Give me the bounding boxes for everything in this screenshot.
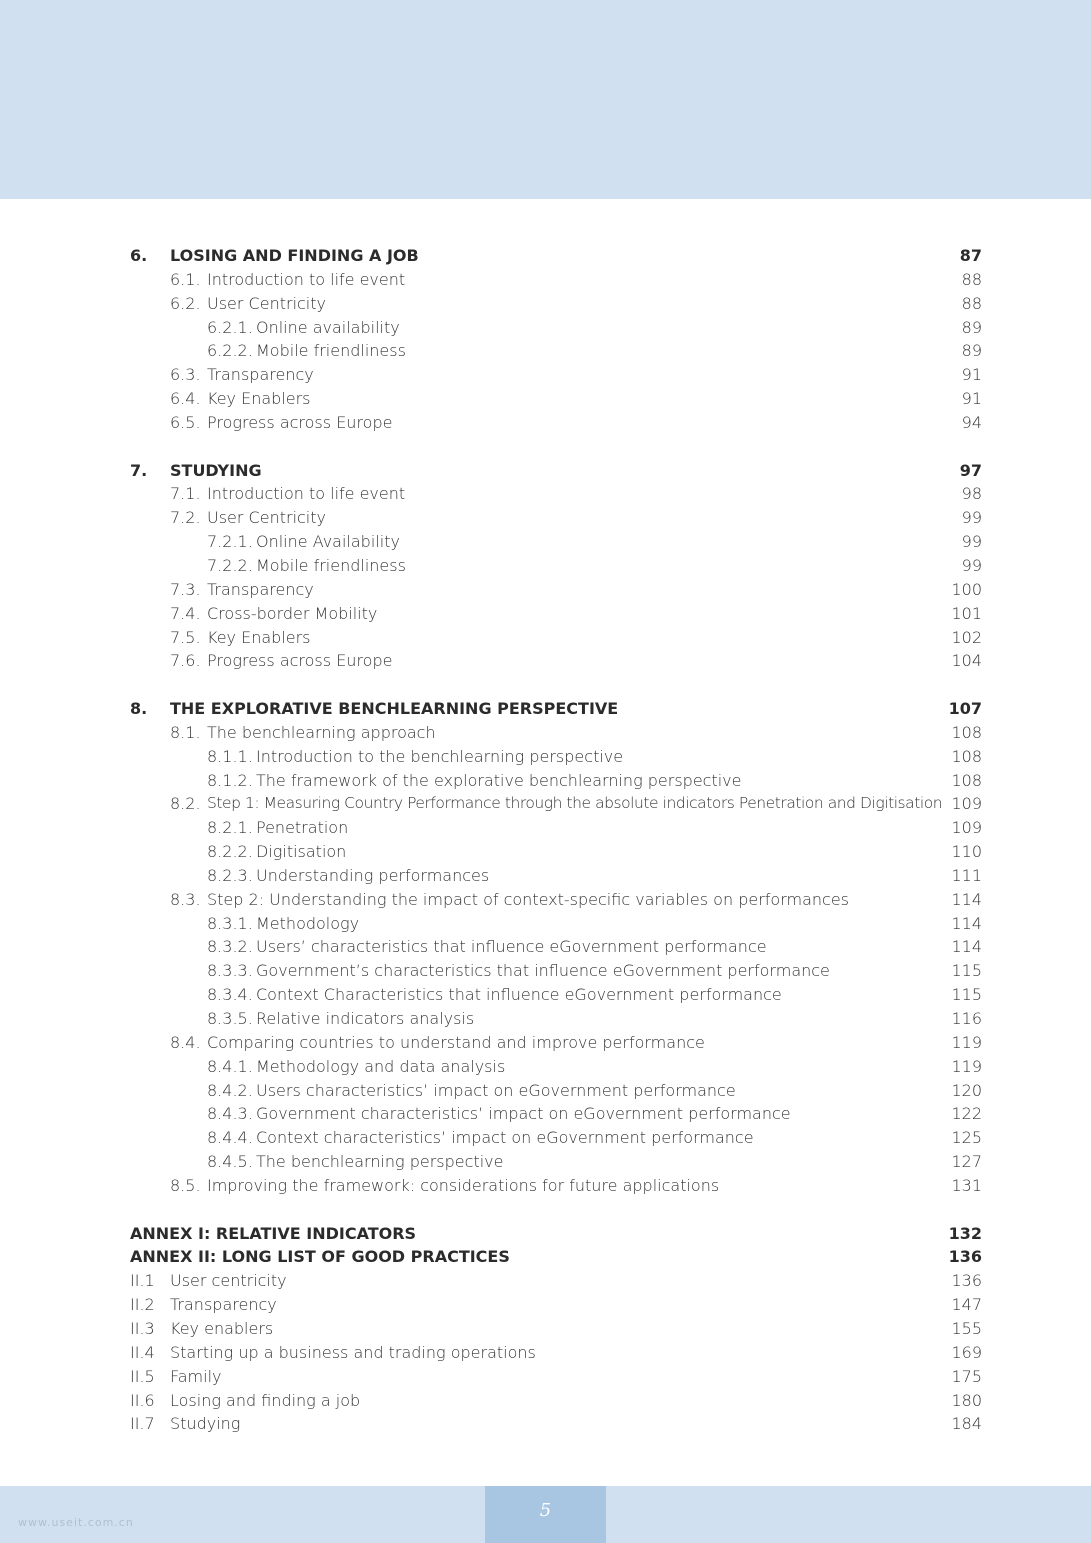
- watermark: www.useit.com.cn: [18, 1516, 134, 1529]
- toc-entry-title: User centricity: [170, 1271, 287, 1291]
- toc-entry-number: 7.: [130, 460, 148, 480]
- toc-entry-number: 8.3.1.: [207, 913, 253, 933]
- toc-chapter-entry[interactable]: [130, 1222, 982, 1246]
- toc-entry-title: Starting up a business and trading operations: [170, 1342, 536, 1362]
- toc-entry-number: 6.4.: [170, 389, 201, 409]
- toc-entry[interactable]: [130, 888, 982, 912]
- toc-entry-page: 108: [951, 746, 982, 766]
- toc-entry-title: Comparing countries to understand and improve performance: [207, 1032, 705, 1052]
- toc-entry[interactable]: [130, 387, 982, 411]
- toc-entry[interactable]: [130, 959, 982, 983]
- toc-entry-number: 8.2.: [170, 794, 201, 814]
- section-gap: [130, 1198, 982, 1222]
- toc-entry-page: 89: [961, 341, 982, 361]
- toc-entry-title: ANNEX II: LONG LIST OF GOOD PRACTICES: [130, 1247, 510, 1267]
- toc-entry-page: 115: [951, 961, 982, 981]
- toc-entry-page: 110: [951, 842, 982, 862]
- toc-entry[interactable]: [130, 578, 982, 602]
- toc-entry-number: 6.3.: [170, 365, 201, 385]
- toc-entry-title: LOSING AND FINDING A JOB: [170, 246, 419, 265]
- toc-entry-title: Understanding performances: [256, 865, 490, 885]
- toc-entry[interactable]: [130, 411, 982, 435]
- toc-entry-number: 8.3.5.: [207, 1009, 253, 1028]
- toc-entry[interactable]: [130, 649, 982, 673]
- toc-entry-number: II.5: [130, 1366, 155, 1386]
- toc-entry-number: 8.2.2.: [207, 842, 253, 862]
- toc-entry-page: 99: [961, 508, 982, 528]
- toc-entry-number: 7.2.2.: [207, 555, 253, 575]
- toc-entry-page: 97: [959, 460, 982, 480]
- toc-entry-title: Improving the framework: considerations for future applications: [207, 1175, 720, 1195]
- toc-entry-page: 89: [961, 317, 982, 337]
- toc-entry[interactable]: [130, 339, 982, 363]
- toc-entry-number: 6.2.2.: [207, 341, 253, 361]
- toc-entry[interactable]: [130, 1174, 982, 1198]
- toc-entry-title: Step 2: Understanding the impact of context-specific variables on performances: [207, 889, 849, 909]
- toc-entry-title: Methodology: [256, 913, 360, 933]
- toc-entry-page: 109: [951, 794, 982, 814]
- toc-entry-page: 131: [951, 1175, 982, 1195]
- toc-entry-number: 7.1.: [170, 484, 201, 504]
- toc-entry-page: 155: [951, 1318, 982, 1338]
- toc-entry-title: Users characteristics’ impact on eGovernment performance: [256, 1080, 736, 1100]
- toc-entry-page: 114: [951, 913, 982, 933]
- table-of-contents: [130, 244, 982, 1436]
- toc-entry-number: 8.4.3.: [207, 1104, 253, 1124]
- section-gap: [130, 673, 982, 697]
- toc-entry-number: 8.4.: [170, 1032, 201, 1052]
- toc-entry-page: 180: [951, 1390, 982, 1410]
- toc-chapter-entry[interactable]: [130, 244, 982, 268]
- toc-entry-page: 119: [951, 1032, 982, 1052]
- toc-entry[interactable]: [130, 316, 982, 340]
- toc-entry-page: 87: [959, 246, 982, 265]
- toc-chapter-entry[interactable]: [130, 697, 982, 721]
- toc-entry-number: II.3: [130, 1318, 155, 1338]
- toc-entry-title: Introduction to life event: [207, 484, 406, 504]
- toc-entry-page: 108: [951, 722, 982, 742]
- toc-entry-number: II.4: [130, 1342, 155, 1362]
- toc-entry-title: Transparency: [207, 365, 314, 385]
- toc-entry-page: 98: [961, 484, 982, 504]
- toc-entry-number: 7.2.: [170, 508, 201, 528]
- toc-entry-number: 6.2.: [170, 293, 201, 313]
- toc-entry-page: 119: [951, 1056, 982, 1076]
- toc-entry-page: 104: [951, 651, 982, 671]
- toc-entry[interactable]: [130, 554, 982, 578]
- toc-entry[interactable]: [130, 1126, 982, 1150]
- toc-entry-page: 116: [951, 1009, 982, 1028]
- toc-entry-number: 6.: [130, 246, 148, 265]
- toc-entry[interactable]: [130, 983, 982, 1007]
- toc-entry-number: 6.5.: [170, 412, 201, 432]
- toc-entry[interactable]: [130, 840, 982, 864]
- toc-entry-number: 8.: [130, 699, 148, 719]
- toc-entry-title: The framework of the explorative benchlearning perspective: [256, 770, 742, 790]
- toc-entry-title: Transparency: [207, 579, 314, 599]
- toc-entry[interactable]: [130, 792, 982, 816]
- toc-entry-number: II.1: [130, 1271, 155, 1291]
- toc-entry-page: 114: [951, 889, 982, 909]
- toc-entry-page: 108: [951, 770, 982, 790]
- toc-entry[interactable]: [130, 1317, 982, 1341]
- toc-entry-number: 8.3.3.: [207, 961, 253, 981]
- toc-entry[interactable]: [130, 912, 982, 936]
- toc-entry[interactable]: [130, 506, 982, 530]
- toc-entry-number: 6.1.: [170, 269, 201, 289]
- toc-entry-number: 8.1.2.: [207, 770, 253, 790]
- toc-entry-title: The benchlearning approach: [207, 722, 436, 742]
- toc-entry-title: Users’ characteristics that influence eGovernment performance: [256, 937, 767, 957]
- toc-entry-page: 147: [951, 1295, 982, 1315]
- toc-entry[interactable]: [130, 268, 982, 292]
- header-band: [0, 0, 1091, 199]
- toc-entry-page: 99: [961, 555, 982, 575]
- toc-entry-title: Online availability: [256, 317, 400, 337]
- toc-entry[interactable]: [130, 721, 982, 745]
- toc-entry-number: 8.4.2.: [207, 1080, 253, 1100]
- toc-entry[interactable]: [130, 1055, 982, 1079]
- page-number: 5: [485, 1486, 606, 1543]
- toc-entry-page: 169: [951, 1342, 982, 1362]
- toc-entry-number: 8.1.1.: [207, 746, 253, 766]
- toc-entry-number: 8.1.: [170, 722, 201, 742]
- toc-entry[interactable]: [130, 864, 982, 888]
- toc-entry-page: 127: [951, 1152, 982, 1172]
- toc-entry[interactable]: [130, 1150, 982, 1174]
- toc-entry-number: 6.2.1.: [207, 317, 253, 337]
- toc-entry-number: 8.2.3.: [207, 865, 253, 885]
- toc-entry[interactable]: [130, 602, 982, 626]
- toc-entry-page: 101: [951, 603, 982, 623]
- toc-chapter-entry[interactable]: [130, 1245, 982, 1269]
- toc-entry[interactable]: [130, 1102, 982, 1126]
- toc-entry-title: Progress across Europe: [207, 412, 393, 432]
- toc-entry-title: Introduction to life event: [207, 269, 406, 289]
- toc-entry-number: II.2: [130, 1295, 155, 1315]
- toc-entry-number: 8.4.5.: [207, 1152, 253, 1172]
- section-gap: [130, 435, 982, 459]
- toc-entry-page: 136: [951, 1271, 982, 1291]
- toc-entry-page: 88: [961, 269, 982, 289]
- toc-entry-page: 91: [961, 365, 982, 385]
- toc-entry[interactable]: [130, 769, 982, 793]
- toc-entry-title: Progress across Europe: [207, 651, 393, 671]
- toc-entry-page: 109: [951, 818, 982, 838]
- toc-entry[interactable]: [130, 363, 982, 387]
- toc-entry-number: II.6: [130, 1390, 155, 1410]
- toc-entry[interactable]: [130, 745, 982, 769]
- toc-entry-number: 7.2.1.: [207, 532, 253, 552]
- toc-entry-page: 120: [951, 1080, 982, 1100]
- toc-entry[interactable]: [130, 482, 982, 506]
- toc-entry-title: Key Enablers: [207, 627, 311, 647]
- toc-entry-page: 107: [948, 699, 982, 719]
- toc-entry-number: 8.3.: [170, 889, 201, 909]
- toc-entry-title: Context Characteristics that influence eGovernment performance: [256, 985, 782, 1005]
- toc-entry[interactable]: [130, 1412, 982, 1436]
- toc-entry[interactable]: [130, 816, 982, 840]
- toc-entry[interactable]: [130, 1341, 982, 1365]
- toc-entry-page: 91: [961, 389, 982, 409]
- toc-entry-title: Methodology and data analysis: [256, 1056, 506, 1076]
- toc-entry[interactable]: [130, 292, 982, 316]
- toc-entry-title: User Centricity: [207, 508, 326, 528]
- toc-entry[interactable]: [130, 1293, 982, 1317]
- footer-band: [0, 1486, 1091, 1543]
- toc-entry-title: Cross-border Mobility: [207, 603, 378, 623]
- toc-entry[interactable]: [130, 935, 982, 959]
- toc-entry-title: Family: [170, 1366, 222, 1386]
- toc-entry-page: 125: [951, 1128, 982, 1148]
- toc-entry-title: Penetration: [256, 818, 349, 838]
- toc-entry[interactable]: [130, 530, 982, 554]
- toc-entry-title: Mobile friendliness: [256, 341, 406, 361]
- toc-entry-number: 8.2.1.: [207, 818, 253, 838]
- toc-entry-title: Introduction to the benchlearning perspective: [256, 746, 624, 766]
- toc-entry-title: Online Availability: [256, 532, 400, 552]
- toc-entry-page: 132: [948, 1223, 982, 1243]
- toc-entry-page: 184: [951, 1414, 982, 1434]
- toc-entry-number: 7.5.: [170, 627, 201, 647]
- toc-entry[interactable]: [130, 1365, 982, 1389]
- toc-entry-page: 99: [961, 532, 982, 552]
- toc-entry-title: User Centricity: [207, 293, 326, 313]
- toc-entry-title: Studying: [170, 1414, 241, 1434]
- toc-entry[interactable]: [130, 1031, 982, 1055]
- toc-entry-title: Mobile friendliness: [256, 555, 406, 575]
- toc-entry-title: THE EXPLORATIVE BENCHLEARNING PERSPECTIVE: [170, 699, 619, 719]
- toc-entry-number: 8.5.: [170, 1175, 201, 1195]
- toc-entry-title: Digitisation: [256, 842, 347, 862]
- toc-entry-page: 175: [951, 1366, 982, 1386]
- toc-entry-title: The benchlearning perspective: [256, 1152, 504, 1172]
- toc-entry-title: STUDYING: [170, 460, 262, 480]
- toc-entry[interactable]: [130, 1269, 982, 1293]
- toc-entry-number: 8.4.1.: [207, 1056, 253, 1076]
- toc-entry-title: Government’s characteristics that influence eGovernment performance: [256, 961, 830, 981]
- toc-entry-page: 94: [961, 412, 982, 432]
- toc-entry-number: 8.3.2.: [207, 937, 253, 957]
- toc-entry-title: Transparency: [170, 1295, 277, 1315]
- toc-entry-page: 114: [951, 937, 982, 957]
- toc-entry-number: 8.4.4.: [207, 1128, 253, 1148]
- toc-entry-number: 8.3.4.: [207, 985, 253, 1005]
- toc-entry-number: 7.3.: [170, 579, 201, 599]
- toc-entry-title: ANNEX I: RELATIVE INDICATORS: [130, 1223, 417, 1243]
- toc-entry-title: Relative indicators analysis: [256, 1009, 475, 1028]
- toc-entry[interactable]: [130, 626, 982, 650]
- toc-entry-page: 122: [951, 1104, 982, 1124]
- toc-entry[interactable]: [130, 1079, 982, 1103]
- toc-entry-title: Context characteristics’ impact on eGovernment performance: [256, 1128, 754, 1148]
- toc-entry-title: Key Enablers: [207, 389, 311, 409]
- toc-entry-title: Government characteristics’ impact on eGovernment performance: [256, 1104, 791, 1124]
- toc-entry-number: II.7: [130, 1414, 155, 1434]
- toc-entry-page: 111: [951, 865, 982, 885]
- toc-entry[interactable]: [130, 1007, 982, 1031]
- toc-entry-page: 115: [951, 985, 982, 1005]
- toc-entry-number: 7.4.: [170, 603, 201, 623]
- toc-entry[interactable]: [130, 1389, 982, 1413]
- toc-entry-title: Losing and finding a job: [170, 1390, 361, 1410]
- toc-entry-title: Key enablers: [170, 1318, 274, 1338]
- toc-entry-title: Step 1: Measuring Country Performance through the absolute indicators Penetration and Digitisation: [207, 794, 943, 813]
- toc-entry-page: 88: [961, 293, 982, 313]
- toc-chapter-entry[interactable]: [130, 459, 982, 483]
- toc-entry-number: 7.6.: [170, 651, 201, 671]
- toc-entry-page: 102: [951, 627, 982, 647]
- toc-entry-page: 100: [951, 579, 982, 599]
- toc-entry-page: 136: [948, 1247, 982, 1267]
